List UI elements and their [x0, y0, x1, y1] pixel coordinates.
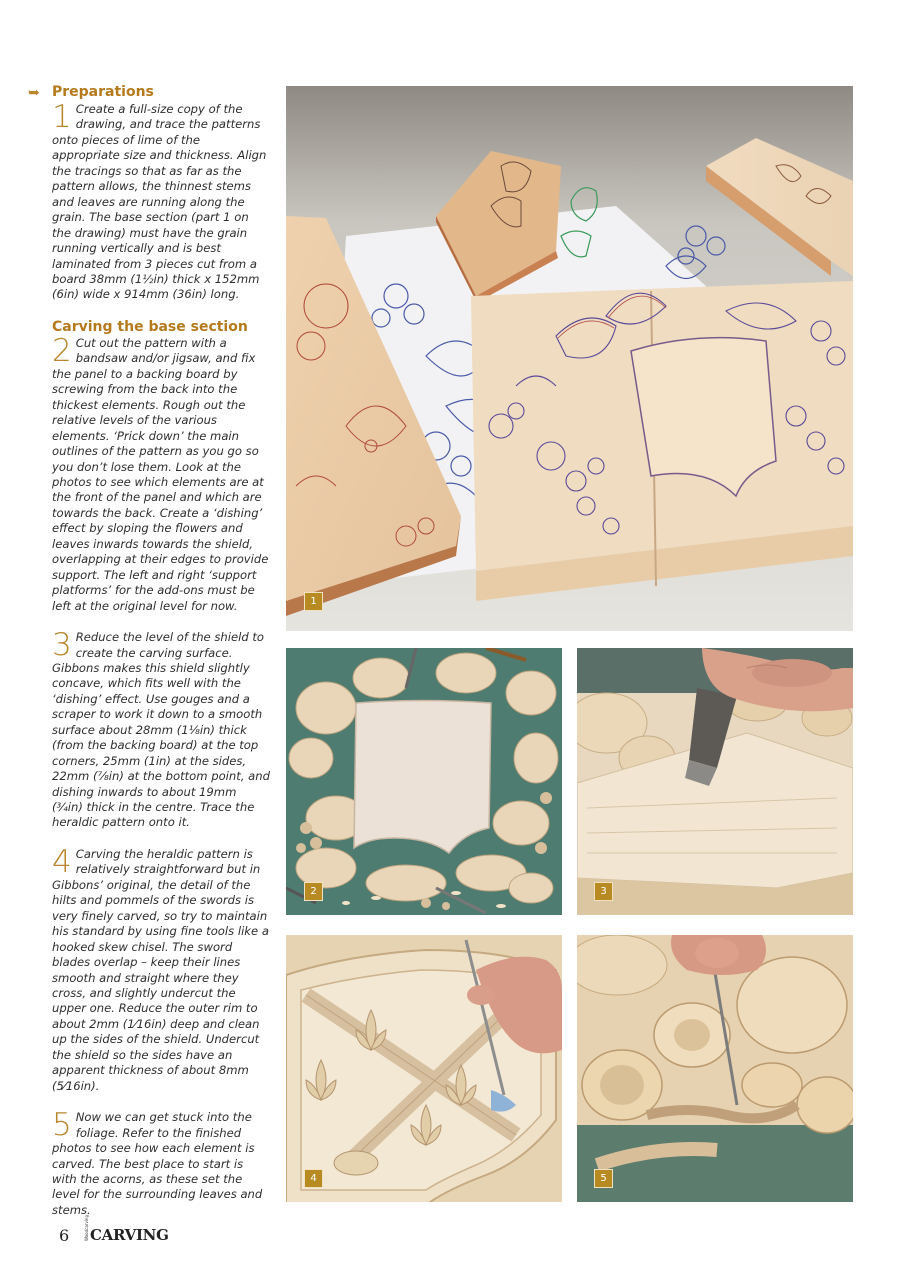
- preparations-heading-row: [28, 84, 270, 102]
- step-text: Now we can get stuck into the foliage. Refer to the finished photos to see how each element is carved. The best place to start is with the acorns, as these set the level for the surrounding leaves and stems.: [52, 1110, 263, 1217]
- photo-label: 3: [594, 882, 613, 901]
- step-number: 3: [52, 627, 72, 664]
- photo-5-image: [577, 935, 853, 1202]
- photo-1: [286, 86, 853, 631]
- step-text: Create a full-size copy of the drawing, and trace the patterns onto pieces of lime of the appropriate size and thickness. Align the tracings so that as far as the pattern allows, the thinnest stems and leaves are running along the grain. The base section (part 1 on the drawing) must have the grain running vertically and is best laminated from 3 pieces cut from a board 38mm (1½in) thick x 152mm (6in) wide x 914mm (36in) long.: [52, 102, 267, 302]
- photo-label: 5: [594, 1169, 613, 1188]
- photo-2: [286, 648, 562, 915]
- step-4: [52, 843, 270, 1094]
- preparations-heading: Preparations: [52, 84, 154, 100]
- photo-5: [577, 935, 853, 1202]
- page-number: 6: [59, 1226, 70, 1245]
- step-text: Reduce the level of the shield to create the carving surface. Gibbons makes this shield slightly concave, which fits well with the ‘dishing’ effect. Use gouges and a scraper to work it down to a smooth surface about 28mm (1⅛in) thick (from the backing board) at the top corners, 25mm (1in) at the sides, 22mm (⅞in) at the bottom point, and dishing inwards to about 19mm (¾in) thick in the centre. Trace the heraldic pattern onto it.: [52, 630, 270, 830]
- photo-label: 2: [304, 882, 323, 901]
- photo-3: [577, 648, 853, 915]
- photo-label: 1: [304, 592, 323, 611]
- carving-base-heading: Carving the base section: [52, 318, 248, 335]
- step-1: [52, 99, 270, 303]
- step-text: Cut out the pattern with a bandsaw and/or jigsaw, and fix the panel to a backing board by screwing from the back into the thickest elements. Rough out the relative levels of the various elements. ‘Prick down’ the main outlines of the pattern as you go so you don’t lose them. Look at the photos to see which elements are at the front of the panel and which are towards the back. Create a ‘dishing’ effect by sloping the flowers and leaves inwards towards the shield, overlapping at their edges to provide support. The left and right ‘support platforms’ for the add-ons must be left at the original level for now.: [52, 335, 269, 613]
- step-text: Carving the heraldic pattern is relatively straightforward but in Gibbons’ original, the detail of the hilts and pommels of the swords is very finely carved, so try to maintain his standard by using fine tools like a hooked skew chisel. The sword blades overlap – keep their lines smooth and straight where they cross, and slightly undercut the upper one. Reduce the outer rim to about 2mm (1⁄16in) deep and clean up the sides of the shield. Undercut the shield so the sides have an apparent thickness of about 8mm (5⁄16in).: [52, 846, 269, 1093]
- arrow-right-icon: ➥: [28, 85, 40, 101]
- masthead-logo: CARVING: [90, 1226, 169, 1244]
- photo-1-image: [286, 86, 853, 631]
- step-number: 1: [52, 99, 72, 135]
- photo-4-image: [286, 935, 562, 1202]
- step-2: [52, 332, 270, 614]
- photo-3-image: [577, 648, 853, 915]
- step-number: 5: [52, 1107, 72, 1144]
- step-number: 2: [52, 332, 72, 369]
- step-3: [52, 627, 270, 831]
- step-number: 4: [52, 843, 72, 880]
- photo-label: 4: [304, 1169, 323, 1188]
- photo-4: [286, 935, 562, 1202]
- step-5: [52, 1107, 270, 1218]
- photo-2-image: [286, 648, 562, 915]
- text-column: [28, 84, 270, 1218]
- masthead-small-text: Woodcarving: [84, 1214, 89, 1241]
